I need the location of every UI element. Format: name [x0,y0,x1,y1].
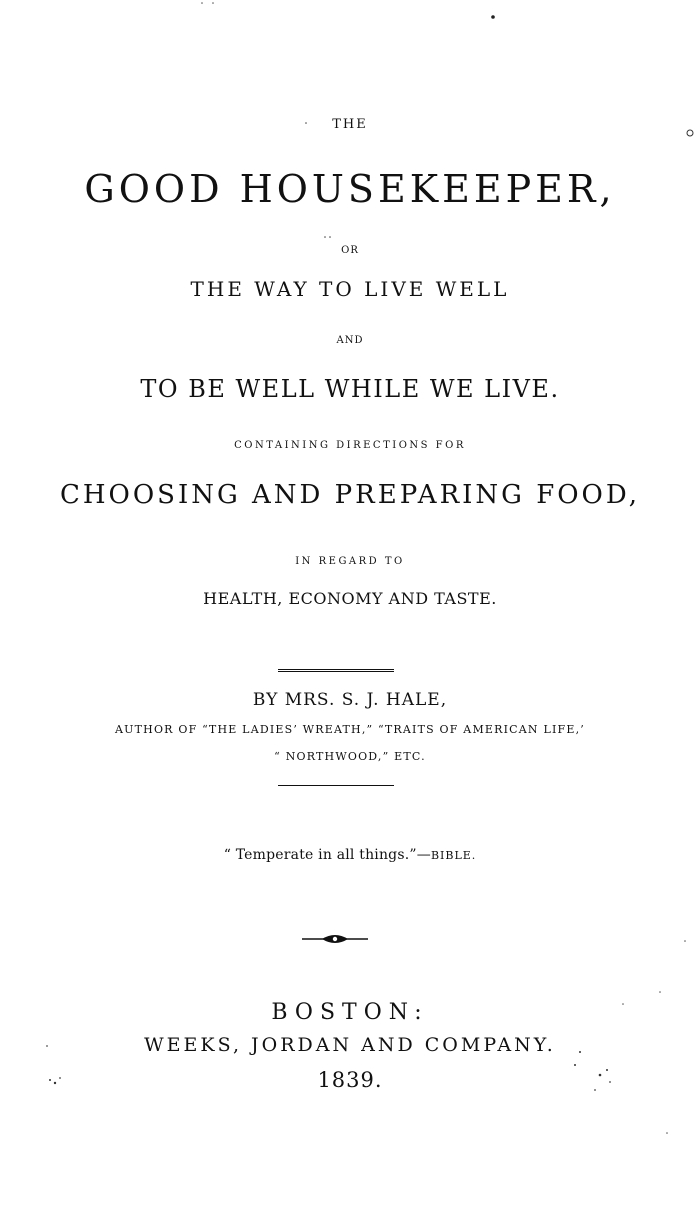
divider-rule-top-double [278,671,394,672]
epigraph-text: “ Temperate in all things.”— [223,847,431,863]
author-works-line-1: AUTHOR OF “THE LADIES’ WREATH,” “TRAITS OF AMERICAN LIFE,’ [115,723,585,736]
epigraph [0,848,700,862]
printers-ornament-icon [300,932,370,946]
or-connector: OR [341,245,359,256]
in-regard-label: IN REGARD TO [295,556,405,567]
divider-rule-bottom [278,785,394,786]
and-connector: AND [336,335,364,346]
author-line: BY MRS. S. J. HALE, [252,690,448,710]
title-article: THE [332,117,368,132]
aims-line: HEALTH, ECONOMY AND TASTE. [203,589,497,608]
book-title: GOOD HOUSEKEEPER, [84,167,616,211]
imprint-city: BOSTON: [271,1000,429,1025]
author-works-line-2: “ NORTHWOOD,” ETC. [274,750,426,763]
epigraph-source: BIBLE. [430,849,477,862]
subtitle-line-1: THE WAY TO LIVE WELL [190,277,510,301]
imprint-year: 1839. [317,1068,383,1092]
containing-label: CONTAINING DIRECTIONS FOR [234,440,466,451]
divider-rule-top [278,669,394,670]
subject-line: CHOOSING AND PREPARING FOOD, [59,480,641,510]
subtitle-line-2: TO BE WELL WHILE WE LIVE. [140,375,560,403]
imprint-publisher: WEEKS, JORDAN AND COMPANY. [144,1034,556,1056]
